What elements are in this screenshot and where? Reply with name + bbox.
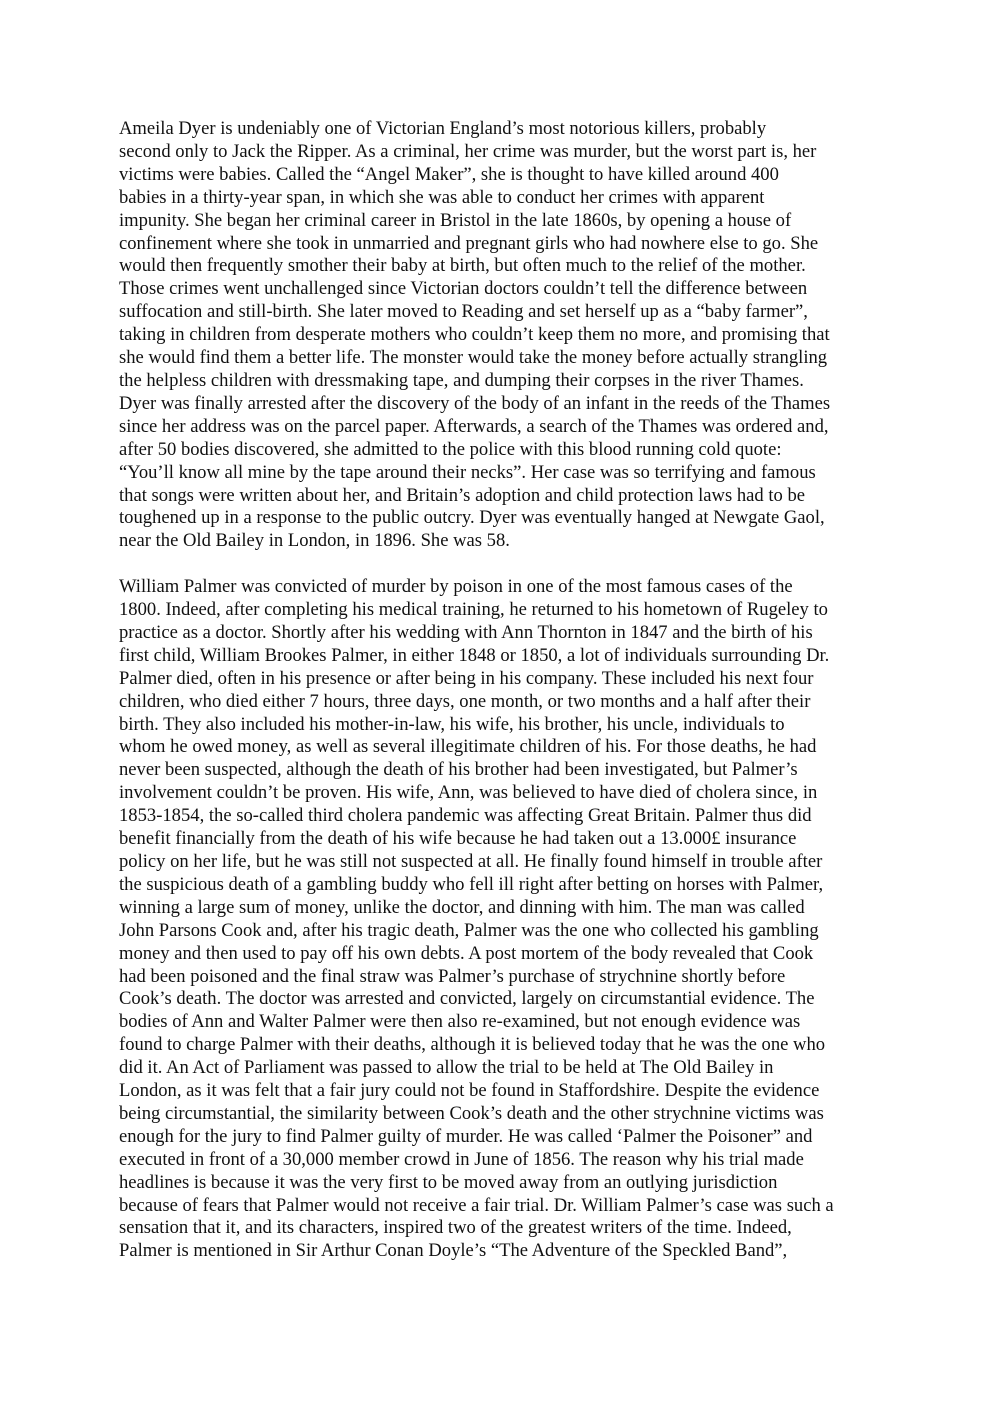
text-line: 1853-1854, the so-called third cholera pandemic was affecting Great Britain. Palmer thus did (119, 805, 812, 827)
text-line: benefit financially from the death of his wife because he had taken out a 13.000£ insurance (119, 828, 797, 850)
text-line: Those crimes went unchallenged since Victorian doctors couldn’t tell the difference between (119, 278, 808, 300)
text-line: being circumstantial, the similarity between Cook’s death and the other strychnine victims was (119, 1102, 824, 1124)
text-line: babies in a thirty-year span, in which she was able to conduct her crimes with apparent (119, 186, 765, 208)
text-line: Ameila Dyer is undeniably one of Victorian England’s most notorious killers, probably (119, 118, 767, 139)
text-line: since her address was on the parcel paper. Afterwards, a search of the Thames was ordered and, (119, 415, 829, 437)
text-line: did it. An Act of Parliament was passed to allow the trial to be held at The Old Bailey in (119, 1057, 774, 1079)
paragraph-2 (119, 576, 889, 1263)
text-line: Palmer died, often in his presence or after being in his company. These included his next four (119, 667, 814, 689)
text-line: birth. They also included his mother-in-law, his wife, his brother, his uncle, individuals to (119, 713, 785, 735)
text-line: 1800. Indeed, after completing his medical training, he returned to his hometown of Rugeley to (119, 599, 828, 621)
text-line: taking in children from desperate mothers who couldn’t keep them no more, and promising that (119, 324, 830, 346)
text-line: because of fears that Palmer would not receive a fair trial. Dr. William Palmer’s case was such a (119, 1194, 834, 1216)
text-line: after 50 bodies discovered, she admitted to the police with this blood running cold quote: (119, 438, 782, 460)
text-line: children, who died either 7 hours, three days, one month, or two months and a half after their (119, 690, 811, 712)
text-line: that songs were written about her, and Britain’s adoption and child protection laws had to be (119, 484, 806, 506)
text-line: executed in front of a 30,000 member crowd in June of 1856. The reason why his trial made (119, 1148, 804, 1170)
text-line: money and then used to pay off his own debts. A post mortem of the body revealed that Cook (119, 942, 814, 964)
text-line: victims were babies. Called the “Angel Maker”, she is thought to have killed around 400 (119, 163, 779, 185)
text-line: would then frequently smother their baby at birth, but often much to the relief of the mother. (119, 255, 806, 277)
text-line: near the Old Bailey in London, in 1896. She was 58. (119, 530, 510, 552)
text-line: London, as it was felt that a fair jury could not be found in Staffordshire. Despite the evidence (119, 1080, 820, 1102)
text-line: headlines is because it was the very first to be moved away from an outlying jurisdiction (119, 1171, 778, 1193)
text-line: the helpless children with dressmaking tape, and dumping their corpses in the river Thames. (119, 369, 804, 391)
text-line: William Palmer was convicted of murder by poison in one of the most famous cases of the (119, 576, 793, 598)
text-line: suffocation and still-birth. She later moved to Reading and set herself up as a “baby farmer”, (119, 301, 808, 323)
text-line: second only to Jack the Ripper. As a criminal, her crime was murder, but the worst part is, her (119, 140, 817, 162)
text-line: bodies of Ann and Walter Palmer were then also re-examined, but not enough evidence was (119, 1011, 801, 1033)
paragraph-1 (119, 118, 889, 553)
document-body (119, 118, 889, 1263)
text-line: she would find them a better life. The monster would take the money before actually strangling (119, 347, 828, 369)
text-line: practice as a doctor. Shortly after his wedding with Ann Thornton in 1847 and the birth of his (119, 621, 813, 643)
text-line: policy on her life, but he was still not suspected at all. He finally found himself in trouble after (119, 850, 823, 872)
text-line: winning a large sum of money, unlike the doctor, and dinning with him. The man was called (119, 896, 805, 918)
text-line: had been poisoned and the final straw was Palmer’s purchase of strychnine shortly before (119, 965, 786, 987)
text-line: whom he owed money, as well as several illegitimate children of his. For those deaths, he had (119, 736, 817, 758)
text-line: never been suspected, although the death of his brother had been investigated, but Palmer’s (119, 759, 798, 781)
text-line: found to charge Palmer with their deaths, although it is believed today that he was the one who (119, 1034, 826, 1056)
text-line: toughened up in a response to the public outcry. Dyer was eventually hanged at Newgate Gaol, (119, 507, 825, 529)
text-line: the suspicious death of a gambling buddy who fell ill right after betting on horses with Palmer, (119, 873, 824, 895)
text-line: Cook’s death. The doctor was arrested and convicted, largely on circumstantial evidence. The (119, 988, 815, 1010)
text-line: sensation that it, and its characters, inspired two of the greatest writers of the time. Indeed, (119, 1217, 792, 1239)
text-line: Palmer is mentioned in Sir Arthur Conan Doyle’s “The Adventure of the Speckled Band”, (119, 1240, 788, 1262)
text-line: confinement where she took in unmarried and pregnant girls who had nowhere else to go. She (119, 232, 819, 254)
text-line: John Parsons Cook and, after his tragic death, Palmer was the one who collected his gambling (119, 919, 819, 941)
text-line: “You’ll know all mine by the tape around their necks”. Her case was so terrifying and famous (119, 461, 816, 483)
text-line: first child, William Brookes Palmer, in either 1848 or 1850, a lot of individuals surrounding Dr. (119, 644, 830, 666)
text-line: enough for the jury to find Palmer guilty of murder. He was called ‘Palmer the Poisoner” and (119, 1125, 813, 1147)
text-line: involvement couldn’t be proven. His wife, Ann, was believed to have died of cholera since, in (119, 782, 818, 804)
text-line: impunity. She began her criminal career in Bristol in the late 1860s, by opening a house of (119, 209, 792, 231)
text-line: Dyer was finally arrested after the discovery of the body of an infant in the reeds of the Thames (119, 392, 831, 414)
